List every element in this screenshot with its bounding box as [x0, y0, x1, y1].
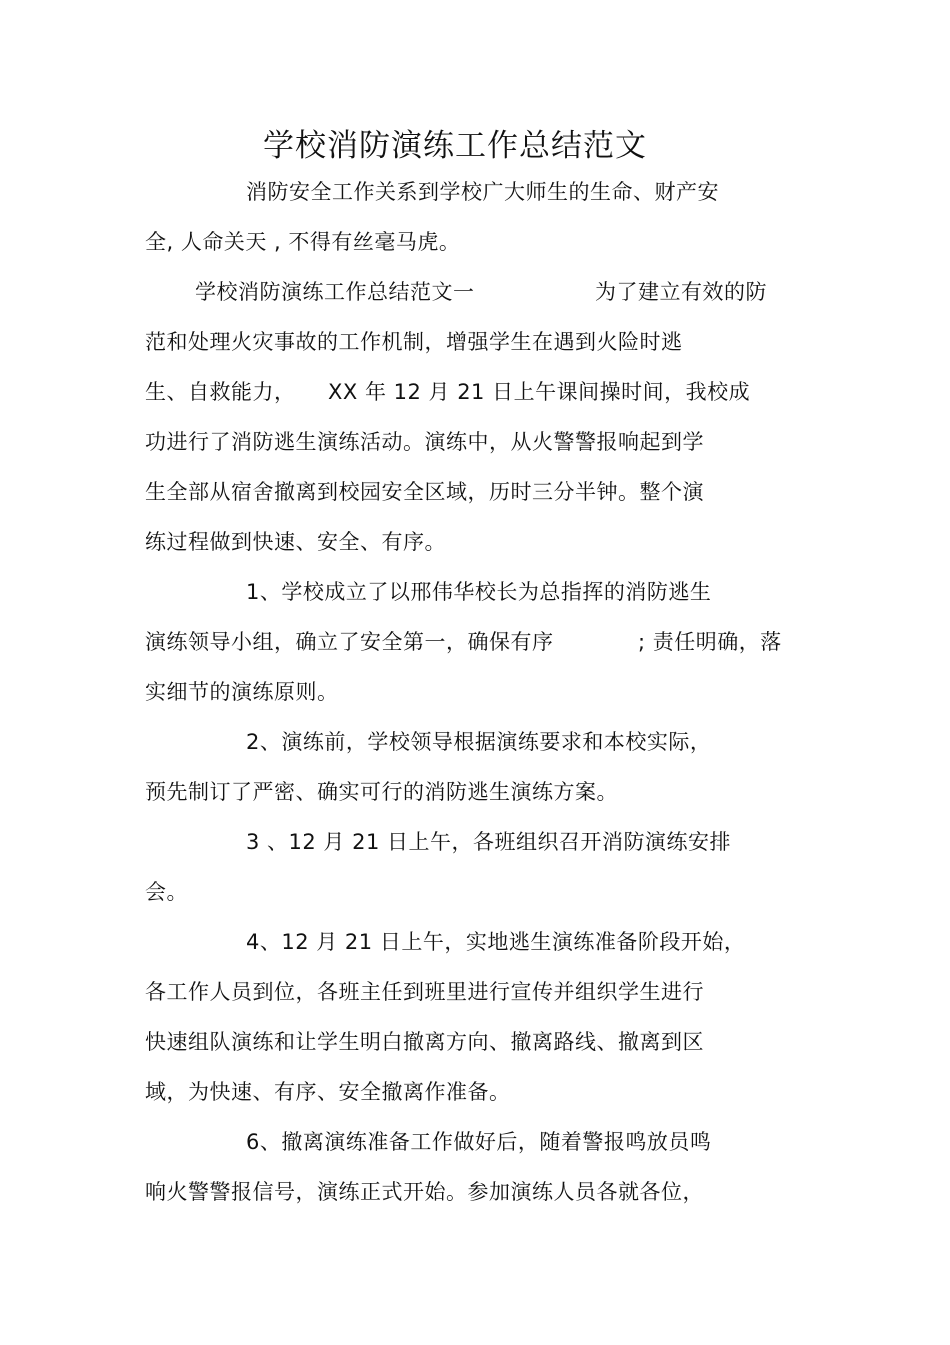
- text-line-2: 全, 人命关天 , 不得有丝毫马虎。: [145, 230, 461, 254]
- text-line-13: 预先制订了严密、确实可行的消防逃生演练方案。: [145, 780, 618, 804]
- text-line-17: 各工作人员到位，各班主任到班里进行宣传并组织学生进行: [145, 980, 704, 1004]
- text-line-10b: ; 责任明确，落: [638, 630, 782, 654]
- text-line-9: 1、学校成立了以邢伟华校长为总指挥的消防逃生: [246, 580, 712, 604]
- text-line-19: 域，为快速、有序、安全撤离作准备。: [145, 1080, 511, 1104]
- text-line-1: 消防安全工作关系到学校广大师生的生命、财产安: [246, 180, 719, 204]
- text-line-15: 会。: [145, 880, 188, 904]
- document-title: 学校消防演练工作总结范文: [263, 128, 647, 164]
- section-heading: 学校消防演练工作总结范文一: [195, 280, 475, 304]
- text-line-18: 快速组队演练和让学生明白撤离方向、撤离路线、撤离到区: [145, 1030, 704, 1054]
- text-line-12: 2、演练前，学校领导根据演练要求和本校实际，: [246, 730, 712, 754]
- text-line-14: 3 、12 月 21 日上午，各班组织召开消防演练安排: [246, 830, 732, 854]
- text-line-8: 练过程做到快速、安全、有序。: [145, 530, 446, 554]
- text-line-5a: 生、自救能力，: [145, 380, 296, 404]
- text-line-6: 功进行了消防逃生演练活动。演练中，从火警警报响起到学: [145, 430, 704, 454]
- text-line-7: 生全部从宿舍撤离到校园安全区域，历时三分半钟。整个演: [145, 480, 704, 504]
- text-line-5b: XX 年 12 月 21 日上午课间操时间，我校成: [328, 380, 751, 404]
- text-line-4: 范和处理火灾事故的工作机制，增强学生在遇到火险时逃: [145, 330, 683, 354]
- text-line-11: 实细节的演练原则。: [145, 680, 339, 704]
- text-line-10a: 演练领导小组，确立了安全第一，确保有序: [145, 630, 554, 654]
- text-line-21: 响火警警报信号，演练正式开始。参加演练人员各就各位，: [145, 1180, 704, 1204]
- text-line-16: 4、12 月 21 日上午，实地逃生演练准备阶段开始，: [246, 930, 746, 954]
- text-line-20: 6、撤离演练准备工作做好后，随着警报鸣放员鸣: [246, 1130, 712, 1154]
- text-line-3: 为了建立有效的防: [595, 280, 767, 304]
